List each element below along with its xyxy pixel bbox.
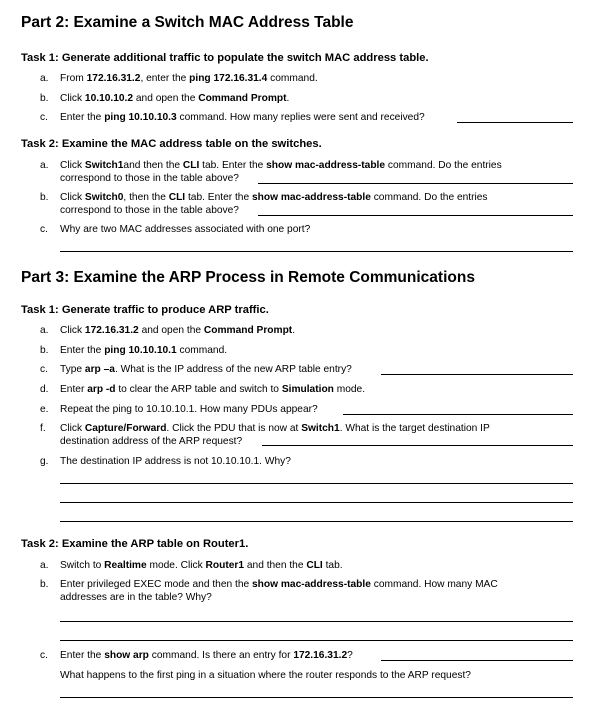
answer-line[interactable] [60, 521, 573, 522]
answer-line[interactable] [457, 122, 573, 123]
worksheet-page: Part 2: Examine a Switch MAC Address Table Task 1: Generate additional traffic to populate the switch MAC address table. a. From 172.16.31.2, enter the ping 172.16.31.4 command. b. Click 10.10.10.2 and open the Command Prompt. c. Enter the ping 10.10.10.3 command. How many replies were sent and received? Task 2: Examine the MAC address table on the switches. a. Click Switch1and then the CLI tab. Enter the show mac-address-table command. Do the entries correspond to those in the table above? b. Click Switch0, then the CLI tab. Enter the show mac-address-table command. Do the entries correspond to those in the table above? c. Why are two MAC addresses associated with one port? Part 3: Examine the ARP Process in Remote Communications Task 1: Generate traffic to produce ARP traffic. a. Click 172.16.31.2 and open the Command Prompt. b. Enter the ping 10.10.10.1 command. c. Type arp –a. What is the IP address of the new ARP table entry? d. Enter arp -d to clear the ARP table and switch to Simulation mode. e. Repeat the ping to 10.10.10.1. How many PDUs appear? f. Click Capture/Forward. Click the PDU that is now at Switch1. What is the target destination IP destination address of the ARP request? g. The destination IP address is not 10.10.10.1. Why? Task 2: Examine the ARP table on Router1. a. Switch to Realtime mode. Click Router1 and then the CLI tab. b. Enter privileged EXEC mode and then the show mac-address-table command. How many MAC addresses are in the table? Why? c. Enter the show arp command. Is there an entry for 172.16.31.2? What happens to the first ping in a situation where the router responds to the ARP request? [0, 0, 607, 725]
answer-line[interactable] [60, 251, 573, 252]
answer-line[interactable] [343, 414, 573, 415]
part2-heading: Part 2: Examine a Switch MAC Address Table [21, 14, 354, 31]
answer-line[interactable] [60, 621, 573, 622]
answer-line[interactable] [60, 483, 573, 484]
answer-line[interactable] [60, 502, 573, 503]
part3-task2-heading: Task 2: Examine the ARP table on Router1. [21, 538, 249, 550]
answer-line[interactable] [381, 374, 573, 375]
answer-line[interactable] [381, 660, 573, 661]
answer-line[interactable] [60, 697, 573, 698]
answer-line[interactable] [262, 445, 573, 446]
part2-task2-heading: Task 2: Examine the MAC address table on the switches. [21, 138, 322, 150]
part3-task1-heading: Task 1: Generate traffic to produce ARP traffic. [21, 304, 269, 316]
answer-line[interactable] [258, 183, 573, 184]
answer-line[interactable] [60, 640, 573, 641]
part3-heading: Part 3: Examine the ARP Process in Remote Communications [21, 269, 475, 286]
answer-line[interactable] [258, 215, 573, 216]
part2-task1-heading: Task 1: Generate additional traffic to populate the switch MAC address table. [21, 52, 429, 64]
